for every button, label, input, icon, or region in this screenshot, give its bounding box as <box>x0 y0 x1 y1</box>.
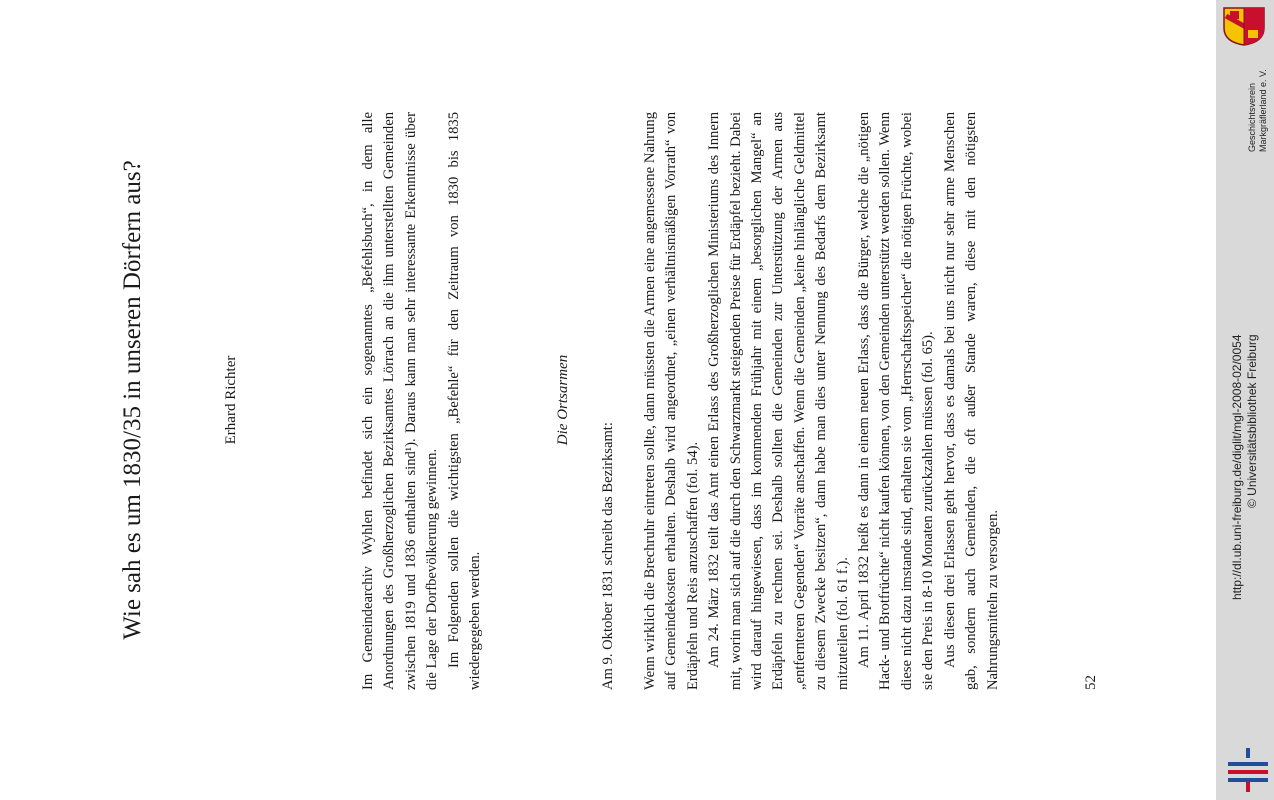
paragraph: Im Folgenden sollen die wichtigsten „Befehle“ für den Zeitraum von 1830 bis 1835 wiedergegeben werden. <box>445 112 484 690</box>
copyright-notice: © Universitätsbibliothek Freiburg <box>1245 334 1259 508</box>
org-name-line2: Markgräflerland e. V. <box>1258 69 1268 152</box>
author-name: Erhard Richter <box>223 355 239 445</box>
page-title: Wie sah es um 1830/35 in unseren Dörfern aus? <box>119 160 146 640</box>
org-name-line1: Geschichtsverein <box>1247 82 1257 152</box>
page-number: 52 <box>1083 675 1099 690</box>
intro-text <box>358 112 486 690</box>
date-line: Am 9. Oktober 1831 schreibt das Bezirksamt: <box>600 422 616 690</box>
coat-of-arms-icon <box>1222 6 1266 46</box>
paragraph: Im Gemeindearchiv Wyhlen befindet sich ein sogenanntes „Befehlsbuch“, in dem alle Anordnungen des Großherzoglichen Bezirksamtes Lörrach an die ihm unterstellten Gemeinden zwischen 1819 und 1836 enthalten sind¹). Daraus kann man sehr interessante Erkenntnisse über die Lage der Dorfbevölkerung gewinnen. <box>360 112 441 690</box>
section-heading: Die Ortsarmen <box>555 354 571 446</box>
main-text <box>640 112 1004 690</box>
paragraph: Aus diesen drei Erlassen geht hervor, dass es damals bei uns nicht nur sehr arme Menschen gab, sondern auch Gemeinden, die oft außer Stande waren, diese mit den nötigsten Nahrungsmitteln zu versorgen. <box>941 112 1001 690</box>
paragraph: Am 11. April 1832 heißt es dann in einem neuen Erlass, dass die Bürger, welche die „nötigen Hack- und Brotfrüchte“ nicht kaufen können, von den Gemeinden unterstützt werden sollen. Wenn diese nicht dazu imstande sind, erhalten sie vom „Herrschaftsspeicher“ die nötigen Früchte, wobei sie den Preis in 8-10 Monaten zurückzahlen müssen (fol. 65). <box>856 112 937 690</box>
date-line-block <box>598 112 619 690</box>
paragraph: Wenn wirklich die Brechruhr eintreten sollte, dann müssten die Armen eine angemessene Nahrung auf Gemeindekosten erhalten. Deshalb wird angeordnet, „einen verhältnismäßigen Vorrath“ von Erdäpfeln und Reis anzuschaffen (fol. 54). <box>642 112 701 690</box>
paragraph: Am 24. März 1832 teilt das Amt einen Erlass des Großherzoglichen Ministeriums des Innern mit, worin man sich auf die durch den Schwarzmarkt steigenden Preise für Erdäpfel bezieht. Dabei wird darauf hingewiesen, dass im kommenden Frühjahr mit einem „besorglichen Mangel“ an Erdäpfeln zu rechnen sei. Deshalb sollten die Gemeinden zur Unterstützung der Armen aus „entfernteren Gegenden“ Vorräte anschaffen. Wenn die Gemeinden „keine hinlängliche Geldmittel zu diesem Zwecke besitzen“, dann habe man dies unter Nennung des Bedarfs dem Bezirksamt mitzuteilen (fol. 61 f.). <box>706 112 851 690</box>
ub-freiburg-logo-icon <box>1226 746 1270 794</box>
permalink-url[interactable]: http://dl.ub.uni-freiburg.de/diglit/mgl-2008-02/0054 <box>1230 334 1244 600</box>
